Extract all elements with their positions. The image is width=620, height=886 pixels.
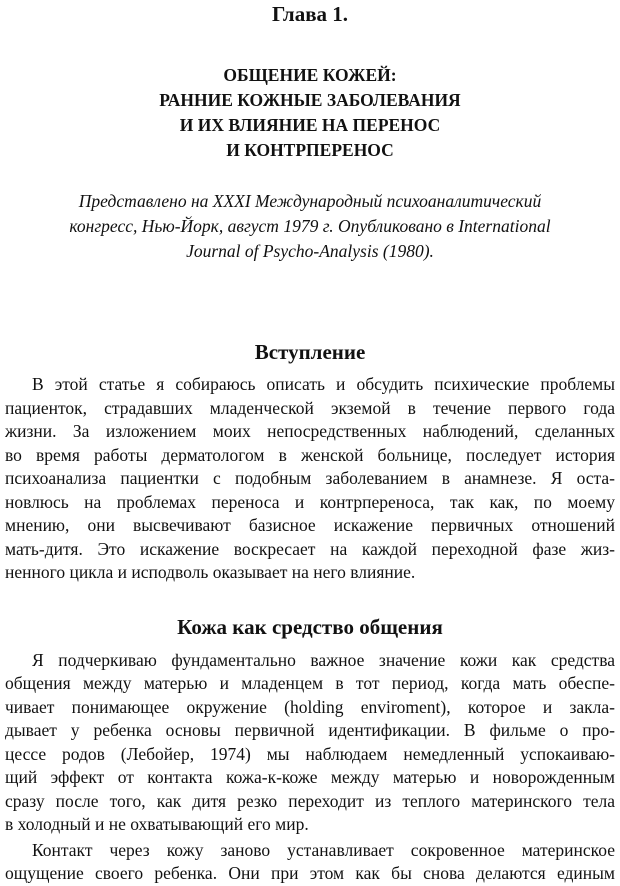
chapter-label: Глава 1. [271,2,349,26]
paragraph-line: Я подчеркиваю фундаментально важное значение кожи как средства [32,649,615,670]
epigraph [5,189,615,264]
paragraph-line: новлюсь на проблемах переноса и контрпереноса, так как, по моему [5,491,615,512]
paragraph-line: дывает у ребенка основы первичной идентификации. В фильме о про- [5,720,615,740]
chapter-title-line: РАННИЕ КОЖНЫЕ ЗАБОЛЕВАНИЯ [159,90,461,110]
section-heading-introduction: Вступление [254,340,366,364]
paragraph-line: В этой статье я собираюсь описать и обсудить психические проблемы [32,374,615,394]
paragraph-line: психоанализа пациентки с подобным заболеванием в анамнезе. Я оста- [5,468,615,488]
section-heading-skin-communication: Кожа как средство общения [177,614,443,639]
epigraph-line: конгресс, Нью-Йорк, август 1979 г. Опубликовано в International [69,216,551,236]
paragraph-line: Контакт через кожу заново устанавливает сокровенное материнское [32,839,615,860]
chapter-title-line: И КОНТРПЕРЕНОС [226,140,394,160]
paragraph-line: во время работы дерматологом в женской больнице, последует история [5,444,615,465]
paragraph-skin-communication [5,649,615,837]
chapter-title-line: ОБЩЕНИЕ КОЖЕЙ: [223,65,397,85]
paragraph-skin-contact [5,839,615,886]
paragraph-line: мать-дитя. Это искажение воскресает на каждой переходной фазе жиз- [5,538,615,559]
epigraph-line: Представлено на XXXI Международный психоаналитический [78,191,542,211]
paragraph-line: мнению, они высвечивают базисное искажение первичных отношений [5,515,615,535]
paragraph-line: чивает понимающее окружение (holding enviroment), которое и закла- [5,696,615,717]
paragraph-line: общения между матерью и младенцем в тот период, когда мать обеспе- [5,673,615,693]
paragraph-line: цессе родов (Лебойер, 1974) мы наблюдаем немедленный успокаиваю- [5,743,615,764]
epigraph-line: Journal of Psycho-Analysis (1980). [186,241,434,261]
chapter-title [5,63,615,163]
paragraph-line: щий эффект от контакта кожа-к-коже между матерью и новорожденным [5,767,615,787]
paragraph-line: жизни. За изложением моих непосредственных наблюдений, сделанных [5,421,615,441]
paragraph-line: ощущение своего ребенка. Они при этом как бы снова делаются единым [5,863,615,883]
paragraph-introduction [5,373,615,585]
chapter-title-line: И ИХ ВЛИЯНИЕ НА ПЕРЕНОС [179,115,441,135]
paragraph-line: пациенток, страдавших младенческой экземой в течение первого года [5,397,615,418]
paragraph-line: ненного цикла и исподволь оказывает на него влияние. [5,562,416,582]
paragraph-line: сразу после того, как дитя резко переходит из теплого материнского тела [5,790,615,811]
paragraph-line: в холодный и не охватывающий его мир. [5,814,309,834]
